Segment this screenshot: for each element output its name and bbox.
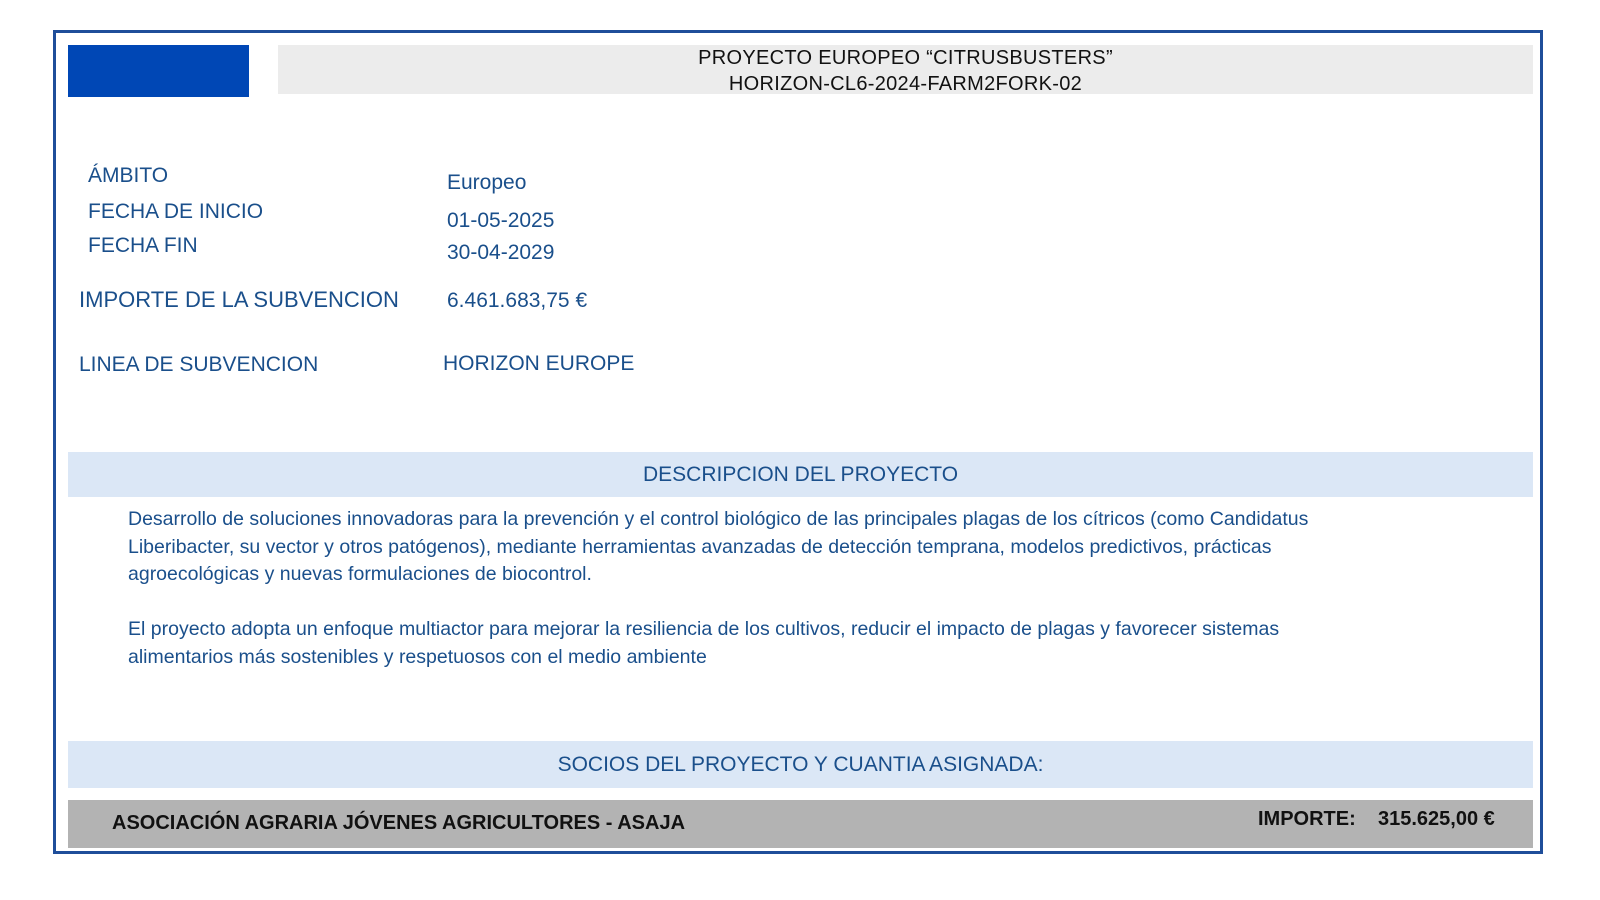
description-paragraph-2: El proyecto adopta un enfoque multiactor para mejorar la resiliencia de los cultivos, reducir el impacto de plagas y favorecer sistemas alimentarios más sostenibles y respetuosos con el medio ambiente	[128, 618, 1280, 668]
partner-amount-value: 315.625,00 €	[1378, 808, 1495, 830]
project-call-code: HORIZON-CL6-2024-FARM2FORK-02	[728, 73, 1083, 95]
linea-label: LINEA DE SUBVENCION	[79, 353, 319, 376]
project-card-frame	[53, 30, 1543, 854]
fecha-inicio-value: 01-05-2025	[447, 209, 555, 232]
project-title: PROYECTO EUROPEO “CITRUSBUSTERS”	[698, 47, 1113, 69]
project-title-bar	[278, 45, 1533, 94]
partner-name: ASOCIACIÓN AGRARIA JÓVENES AGRICULTORES - ASAJA	[112, 812, 686, 834]
fecha-fin-label: FECHA FIN	[88, 234, 198, 257]
linea-value: HORIZON EUROPE	[443, 352, 635, 375]
ambito-value: Europeo	[447, 171, 527, 194]
fecha-inicio-label: FECHA DE INICIO	[88, 200, 264, 223]
partner-amount-label: IMPORTE:	[1258, 808, 1356, 830]
description-paragraph-1: Desarrollo de soluciones innovadoras para la prevención y el control biológico de las principales plagas de los cítricos (como Candidatus Liberibacter, su vector y otros patógenos), mediante herramientas avanzadas de detección temprana, modelos predictivos, prácticas agroecológicas y nuevas formulaciones de biocontrol.	[128, 508, 1309, 585]
partners-heading: SOCIOS DEL PROYECTO Y CUANTIA ASIGNADA:	[68, 741, 1533, 788]
importe-value: 6.461.683,75 €	[447, 289, 588, 312]
fecha-fin-value: 30-04-2029	[447, 241, 555, 264]
description-heading: DESCRIPCION DEL PROYECTO	[68, 452, 1533, 497]
importe-label: IMPORTE DE LA SUBVENCION	[79, 287, 399, 312]
ambito-label: ÁMBITO	[88, 164, 169, 187]
eu-flag-logo	[68, 45, 249, 97]
